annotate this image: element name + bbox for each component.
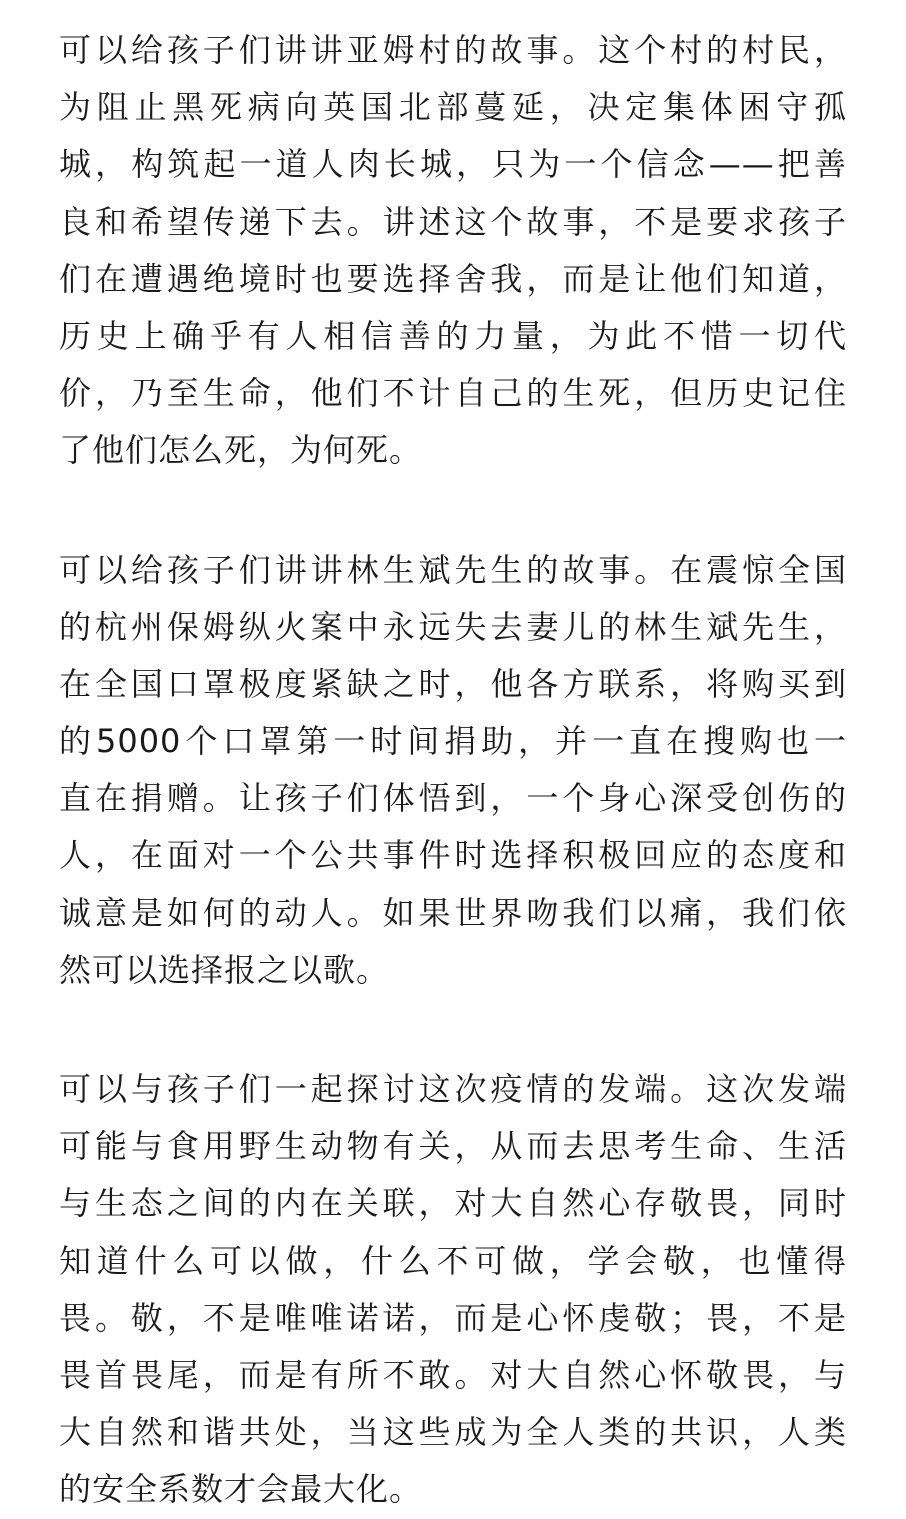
text-line: 们在遭遇绝境时也要选择舍我，而是让他们知道， — [59, 259, 847, 298]
text-line: 然可以选择报之以歌。 — [59, 950, 390, 989]
text-line: 畏首畏尾，而是有所不敢。对大自然心怀敬畏，与 — [59, 1355, 847, 1394]
text-line: 人，在面对一个公共事件时选择积极回应的态度和 — [59, 836, 847, 875]
text-line: 可以给孩子们讲讲林生斌先生的故事。在震惊全国 — [59, 550, 847, 589]
text-line: 诚意是如何的动人。如果世界吻我们以痛，我们依 — [59, 893, 847, 932]
text-line: 在全国口罩极度紧缺之时，他各方联系，将购买到 — [59, 664, 847, 703]
text-line: 可能与食用野生动物有关，从而去思考生命、生活 — [59, 1127, 847, 1166]
text-line: 直在捐赠。让孩子们体悟到，一个身心深受创伤的 — [59, 779, 847, 818]
text-line: 知道什么可以做，什么不可做，学会敬，也懂得 — [59, 1241, 847, 1280]
text-line: 的安全系数才会最大化。 — [59, 1470, 423, 1509]
text-line: 良和希望传递下去。讲述这个故事，不是要求孩子 — [59, 202, 847, 241]
paragraph-yam-village-story — [59, 22, 847, 480]
text-line: 价，乃至生命，他们不计自己的生死，但历史记住 — [59, 374, 847, 413]
text-line: 了他们怎么死，为何死。 — [59, 431, 423, 470]
text-line: 与生态之间的内在关联，对大自然心存敬畏，同时 — [59, 1184, 847, 1223]
text-line: 的杭州保姆纵火案中永远失去妻儿的林生斌先生， — [59, 607, 847, 646]
text-line: 为阻止黑死病向英国北部蔓延，决定集体困守孤 — [59, 88, 847, 127]
text-line: 大自然和谐共处，当这些成为全人类的共识，人类 — [59, 1413, 847, 1452]
text-line: 的5000个口罩第一时间捐助，并一直在搜购也一 — [59, 722, 847, 761]
text-line: 城，构筑起一道人肉长城，只为一个信念——把善 — [59, 145, 847, 184]
text-line: 可以与孩子们一起探讨这次疫情的发端。这次发端 — [59, 1070, 847, 1108]
paragraph-epidemic-origin — [59, 1061, 847, 1519]
paragraph-lin-shengbin-story — [59, 542, 847, 1000]
text-line: 畏。敬，不是唯唯诺诺，而是心怀虔敬；畏，不是 — [59, 1298, 847, 1337]
text-line: 历史上确乎有人相信善的力量，为此不惜一切代 — [59, 316, 847, 355]
text-line: 可以给孩子们讲讲亚姆村的故事。这个村的村民， — [59, 31, 847, 69]
